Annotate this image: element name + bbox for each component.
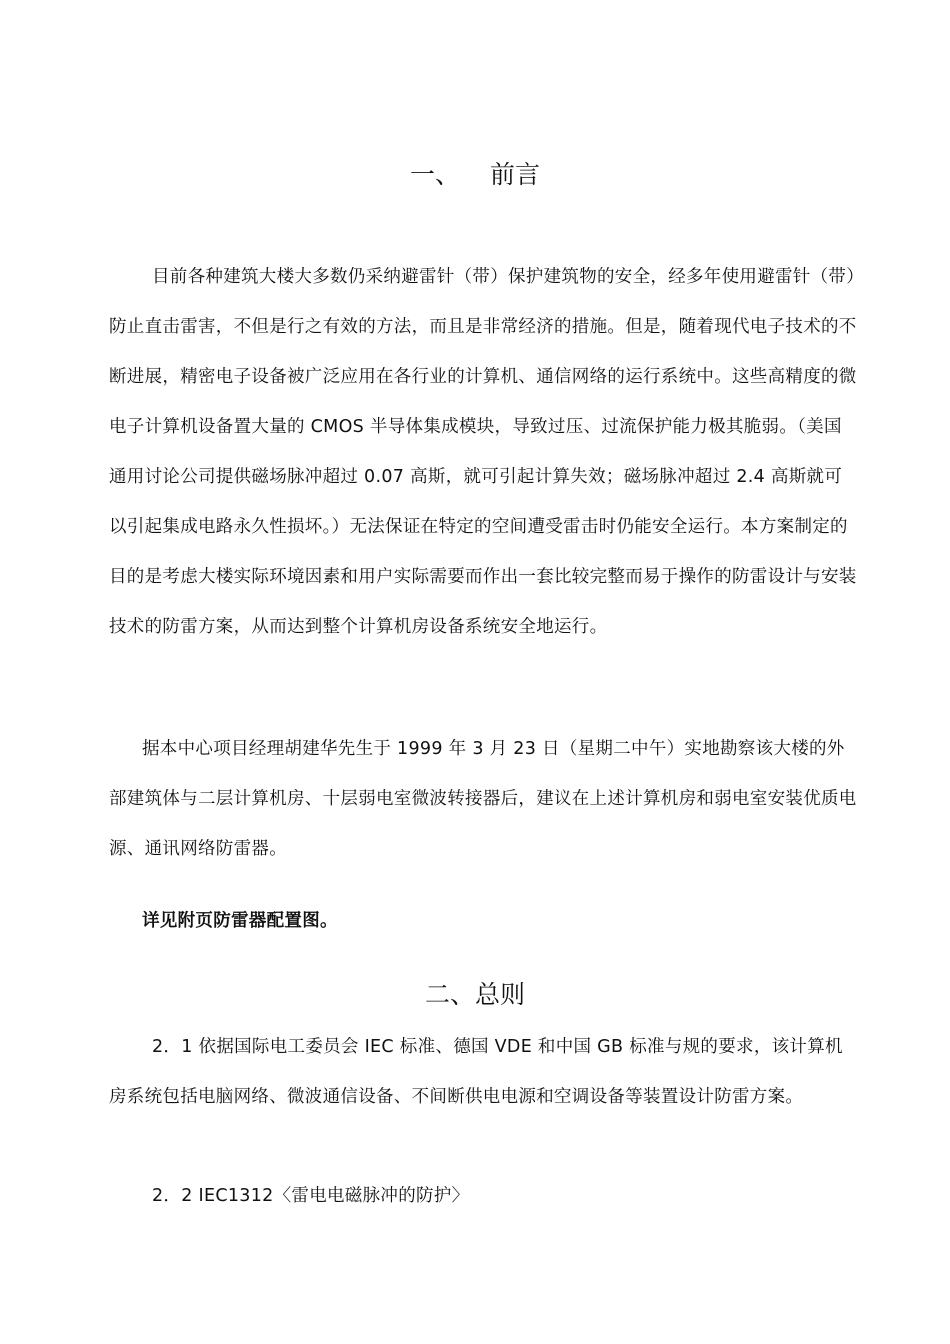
survey-paragraph: 据本中心项目经理胡建华先生于 1999 年 3 月 23 日（星期二中午）实地勘察该大楼的外部建筑体与二层计算机房、十层弱电室微波转接器后，建议在上述计算机房和弱电室安装优质电源、通讯网络防雷器。 (109, 739, 857, 859)
intro-paragraph: 目前各种建筑大楼大多数仍采纳避雷针（带）保护建筑物的安全，经多年使用避雷针（带）防止直击雷害，不但是行之有效的方法，而且是非常经济的措施。但是，随着现代电子技术的不断进展，精密电子设备被广泛应用在各行业的计算机、通信网络的运行系统中。这些高精度的微电子计算机设备置大量的 CMOS 半导体集成模块，导致过压、过流保护能力极其脆弱。（美国通用讨论公司提供磁场脉冲超过 0.07 高斯，就可引起计算失效；磁场脉冲超过 2.4 高斯就可以引起集成电路永久性损坏。）无法保证在特定的空间遭受雷击时仍能安全运行。本方案制定的目的是考虑大楼实际环境因素和用户实际需要而作出一套比较完整而易于操作的防雷设计与安装技术的防雷方案，从而达到整个计算机房设备系统安全地运行。 (109, 267, 857, 637)
section-1-number: 一、 (409, 160, 460, 189)
clause-2-2: 2．2 IEC1312〈雷电电磁脉冲的防护〉 (152, 1186, 470, 1206)
see-attached-note: 详见附页防雷器配置图。 (142, 911, 338, 931)
section-1-heading (0, 160, 950, 190)
section-2-heading: 二、总则 (424, 980, 525, 1009)
section-1-title: 前言 (490, 160, 541, 189)
clause-2-1: 2．1 依据国际电工委员会 IEC 标准、德国 VDE 和中国 GB 标准与规的要求，该计算机房系统包括电脑网络、微波通信设备、不间断供电电源和空调设备等装置设计防雷方案。 (109, 1037, 843, 1107)
